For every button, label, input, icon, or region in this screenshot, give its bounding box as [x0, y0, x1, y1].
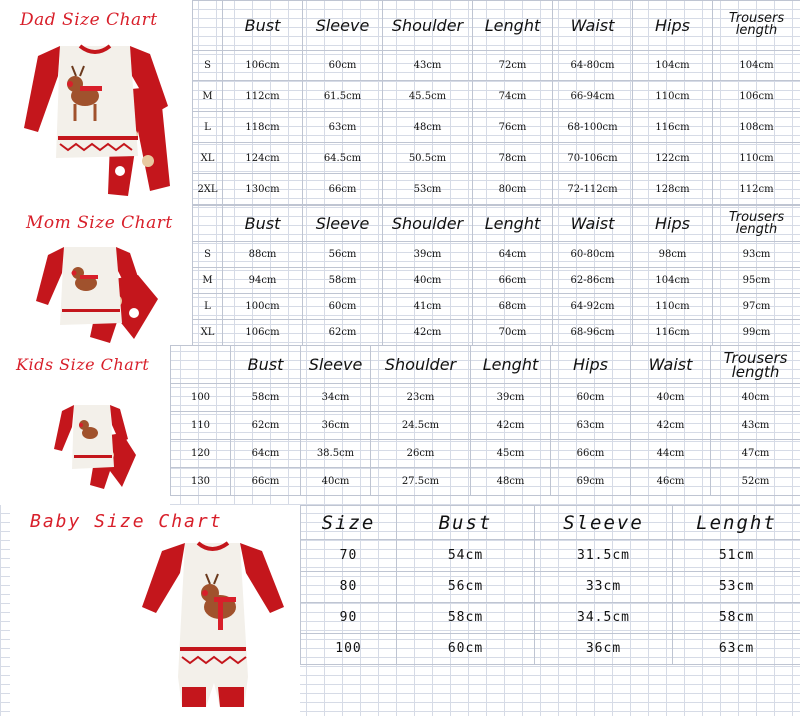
header-cell: Sleeve — [303, 206, 383, 242]
table-cell: 68-96cm — [553, 320, 633, 346]
table-cell: 44cm — [631, 440, 711, 468]
table-cell: 104cm — [633, 268, 713, 294]
table-row — [193, 242, 800, 268]
table-cell: 43cm — [711, 412, 800, 440]
table-cell: 97cm — [713, 294, 800, 320]
size-label: 90 — [301, 602, 397, 633]
size-label: XL — [193, 143, 223, 174]
table-cell: 63cm — [303, 112, 383, 143]
table-cell: 62-86cm — [553, 268, 633, 294]
table-cell: 61.5cm — [303, 81, 383, 112]
table-row — [193, 320, 800, 346]
table-row — [193, 112, 800, 143]
header-cell: Trousers length — [713, 206, 800, 242]
pajama-set-icon — [30, 239, 170, 343]
table-cell: 60cm — [303, 294, 383, 320]
table-cell: 66-94cm — [553, 81, 633, 112]
header-cell: Bust — [397, 506, 535, 540]
table-cell: 66cm — [551, 440, 631, 468]
table-row — [193, 174, 800, 205]
table-cell: 69cm — [551, 468, 631, 496]
table-cell: 34.5cm — [535, 602, 673, 633]
table-cell: 60-80cm — [553, 242, 633, 268]
dad-chart-title: Dad Size Chart — [20, 10, 158, 30]
table-cell: 108cm — [713, 112, 800, 143]
table-cell: 128cm — [633, 174, 713, 205]
table-cell: 45cm — [471, 440, 551, 468]
table-row — [193, 50, 800, 81]
table-cell: 27.5cm — [371, 468, 471, 496]
table-cell: 110cm — [633, 81, 713, 112]
table-cell: 68cm — [473, 294, 553, 320]
header-cell: Sleeve — [303, 1, 383, 51]
table-cell: 53cm — [673, 571, 800, 602]
header-cell: Shoulder — [383, 1, 473, 51]
table-cell: 48cm — [471, 468, 551, 496]
table-cell: 60cm — [551, 384, 631, 412]
size-label: M — [193, 268, 223, 294]
table-cell: 66cm — [303, 174, 383, 205]
table-row — [193, 268, 800, 294]
kids-chart-title: Kids Size Chart — [16, 355, 150, 374]
table-row — [301, 633, 800, 664]
header-cell: Shoulder — [371, 346, 471, 384]
table-cell: 58cm — [303, 268, 383, 294]
table-cell: 98cm — [633, 242, 713, 268]
pajama-set-icon — [52, 401, 142, 489]
table-cell: 72-112cm — [553, 174, 633, 205]
table-cell: 70-106cm — [553, 143, 633, 174]
table-cell: 43cm — [383, 50, 473, 81]
size-label: 100 — [301, 633, 397, 664]
baby-size-table — [300, 505, 800, 665]
table-cell: 76cm — [473, 112, 553, 143]
header-cell: Lenght — [473, 206, 553, 242]
table-cell: 62cm — [303, 320, 383, 346]
table-cell: 45.5cm — [383, 81, 473, 112]
table-cell: 70cm — [473, 320, 553, 346]
table-cell: 60cm — [397, 633, 535, 664]
size-label: 70 — [301, 540, 397, 571]
header-cell — [193, 1, 223, 51]
table-cell: 95cm — [713, 268, 800, 294]
table-cell: 64-80cm — [553, 50, 633, 81]
table-cell: 40cm — [631, 384, 711, 412]
table-cell: 58cm — [673, 602, 800, 633]
header-cell: Lenght — [673, 506, 800, 540]
size-label: 130 — [171, 468, 231, 496]
table-cell: 130cm — [223, 174, 303, 205]
dad-section — [0, 0, 800, 205]
table-cell: 110cm — [713, 143, 800, 174]
header-cell: Sleeve — [301, 346, 371, 384]
table-cell: 118cm — [223, 112, 303, 143]
table-cell: 26cm — [371, 440, 471, 468]
table-cell: 47cm — [711, 440, 800, 468]
table-cell: 36cm — [301, 412, 371, 440]
table-cell: 51cm — [673, 540, 800, 571]
table-cell: 66cm — [473, 268, 553, 294]
mom-chart-title: Mom Size Chart — [26, 213, 173, 233]
table-cell: 36cm — [535, 633, 673, 664]
table-cell: 64.5cm — [303, 143, 383, 174]
size-label: S — [193, 242, 223, 268]
header-cell: Trousers length — [711, 346, 800, 384]
table-cell: 64cm — [231, 440, 301, 468]
table-cell: 63cm — [673, 633, 800, 664]
table-cell: 46cm — [631, 468, 711, 496]
table-cell: 72cm — [473, 50, 553, 81]
header-cell — [193, 206, 223, 242]
header-cell: Bust — [223, 206, 303, 242]
header-cell: Waist — [553, 206, 633, 242]
table-cell: 116cm — [633, 112, 713, 143]
table-cell: 40cm — [301, 468, 371, 496]
table-cell: 41cm — [383, 294, 473, 320]
baby-section — [0, 505, 800, 716]
table-cell: 53cm — [383, 174, 473, 205]
table-cell: 31.5cm — [535, 540, 673, 571]
table-cell: 62cm — [231, 412, 301, 440]
table-cell: 40cm — [711, 384, 800, 412]
header-cell: Hips — [551, 346, 631, 384]
header-cell: Bust — [223, 1, 303, 51]
table-cell: 60cm — [303, 50, 383, 81]
table-row — [301, 571, 800, 602]
table-cell: 104cm — [633, 50, 713, 81]
size-label: 80 — [301, 571, 397, 602]
header-cell: Hips — [633, 1, 713, 51]
table-row — [193, 81, 800, 112]
dad-size-table — [192, 0, 800, 205]
size-label: S — [193, 50, 223, 81]
table-cell: 68-100cm — [553, 112, 633, 143]
table-cell: 33cm — [535, 571, 673, 602]
table-cell: 124cm — [223, 143, 303, 174]
table-cell: 110cm — [633, 294, 713, 320]
table-cell: 106cm — [223, 50, 303, 81]
table-cell: 104cm — [713, 50, 800, 81]
table-cell: 116cm — [633, 320, 713, 346]
kids-size-table — [170, 345, 800, 496]
table-cell: 106cm — [223, 320, 303, 346]
table-cell: 24.5cm — [371, 412, 471, 440]
table-cell: 38.5cm — [301, 440, 371, 468]
baby-header-row — [301, 506, 800, 540]
kids-section — [0, 345, 800, 505]
table-cell: 58cm — [397, 602, 535, 633]
table-cell: 48cm — [383, 112, 473, 143]
size-label: XL — [193, 320, 223, 346]
table-cell: 74cm — [473, 81, 553, 112]
header-cell: Waist — [631, 346, 711, 384]
size-label: L — [193, 112, 223, 143]
table-cell: 106cm — [713, 81, 800, 112]
table-row — [171, 468, 800, 496]
table-cell: 42cm — [471, 412, 551, 440]
baby-chart-title: Baby Size Chart — [30, 511, 223, 532]
table-cell: 64cm — [473, 242, 553, 268]
kids-header-row — [171, 346, 800, 384]
header-cell: Bust — [231, 346, 301, 384]
table-cell: 100cm — [223, 294, 303, 320]
table-cell: 112cm — [713, 174, 800, 205]
table-cell: 88cm — [223, 242, 303, 268]
table-row — [301, 540, 800, 571]
table-cell: 42cm — [631, 412, 711, 440]
table-row — [171, 384, 800, 412]
mom-header-row — [193, 206, 800, 242]
header-cell: Lenght — [473, 1, 553, 51]
header-cell: Sleeve — [535, 506, 673, 540]
table-cell: 23cm — [371, 384, 471, 412]
table-cell: 50.5cm — [383, 143, 473, 174]
table-cell: 93cm — [713, 242, 800, 268]
header-cell — [171, 346, 231, 384]
table-row — [301, 602, 800, 633]
size-label: 120 — [171, 440, 231, 468]
header-cell: Shoulder — [383, 206, 473, 242]
size-label: 2XL — [193, 174, 223, 205]
header-cell: Lenght — [471, 346, 551, 384]
table-cell: 39cm — [383, 242, 473, 268]
table-cell: 58cm — [231, 384, 301, 412]
table-cell: 42cm — [383, 320, 473, 346]
header-cell: Hips — [633, 206, 713, 242]
size-label: 100 — [171, 384, 231, 412]
table-cell: 78cm — [473, 143, 553, 174]
size-label: M — [193, 81, 223, 112]
table-cell: 56cm — [303, 242, 383, 268]
table-row — [193, 294, 800, 320]
baby-romper-icon — [140, 537, 285, 709]
table-cell: 39cm — [471, 384, 551, 412]
size-label: L — [193, 294, 223, 320]
header-cell: Size — [301, 506, 397, 540]
mom-size-table — [192, 205, 800, 346]
table-cell: 80cm — [473, 174, 553, 205]
table-cell: 34cm — [301, 384, 371, 412]
pajama-set-icon — [20, 36, 185, 196]
table-cell: 99cm — [713, 320, 800, 346]
header-cell: Trousers length — [713, 1, 800, 51]
header-cell: Waist — [553, 1, 633, 51]
table-cell: 112cm — [223, 81, 303, 112]
table-cell: 64-92cm — [553, 294, 633, 320]
table-cell: 122cm — [633, 143, 713, 174]
table-cell: 56cm — [397, 571, 535, 602]
table-cell: 52cm — [711, 468, 800, 496]
table-cell: 54cm — [397, 540, 535, 571]
table-row — [171, 440, 800, 468]
table-cell: 66cm — [231, 468, 301, 496]
table-row — [171, 412, 800, 440]
table-cell: 40cm — [383, 268, 473, 294]
table-row — [193, 143, 800, 174]
mom-section — [0, 205, 800, 345]
table-cell: 94cm — [223, 268, 303, 294]
dad-header-row — [193, 1, 800, 51]
size-label: 110 — [171, 412, 231, 440]
table-cell: 63cm — [551, 412, 631, 440]
